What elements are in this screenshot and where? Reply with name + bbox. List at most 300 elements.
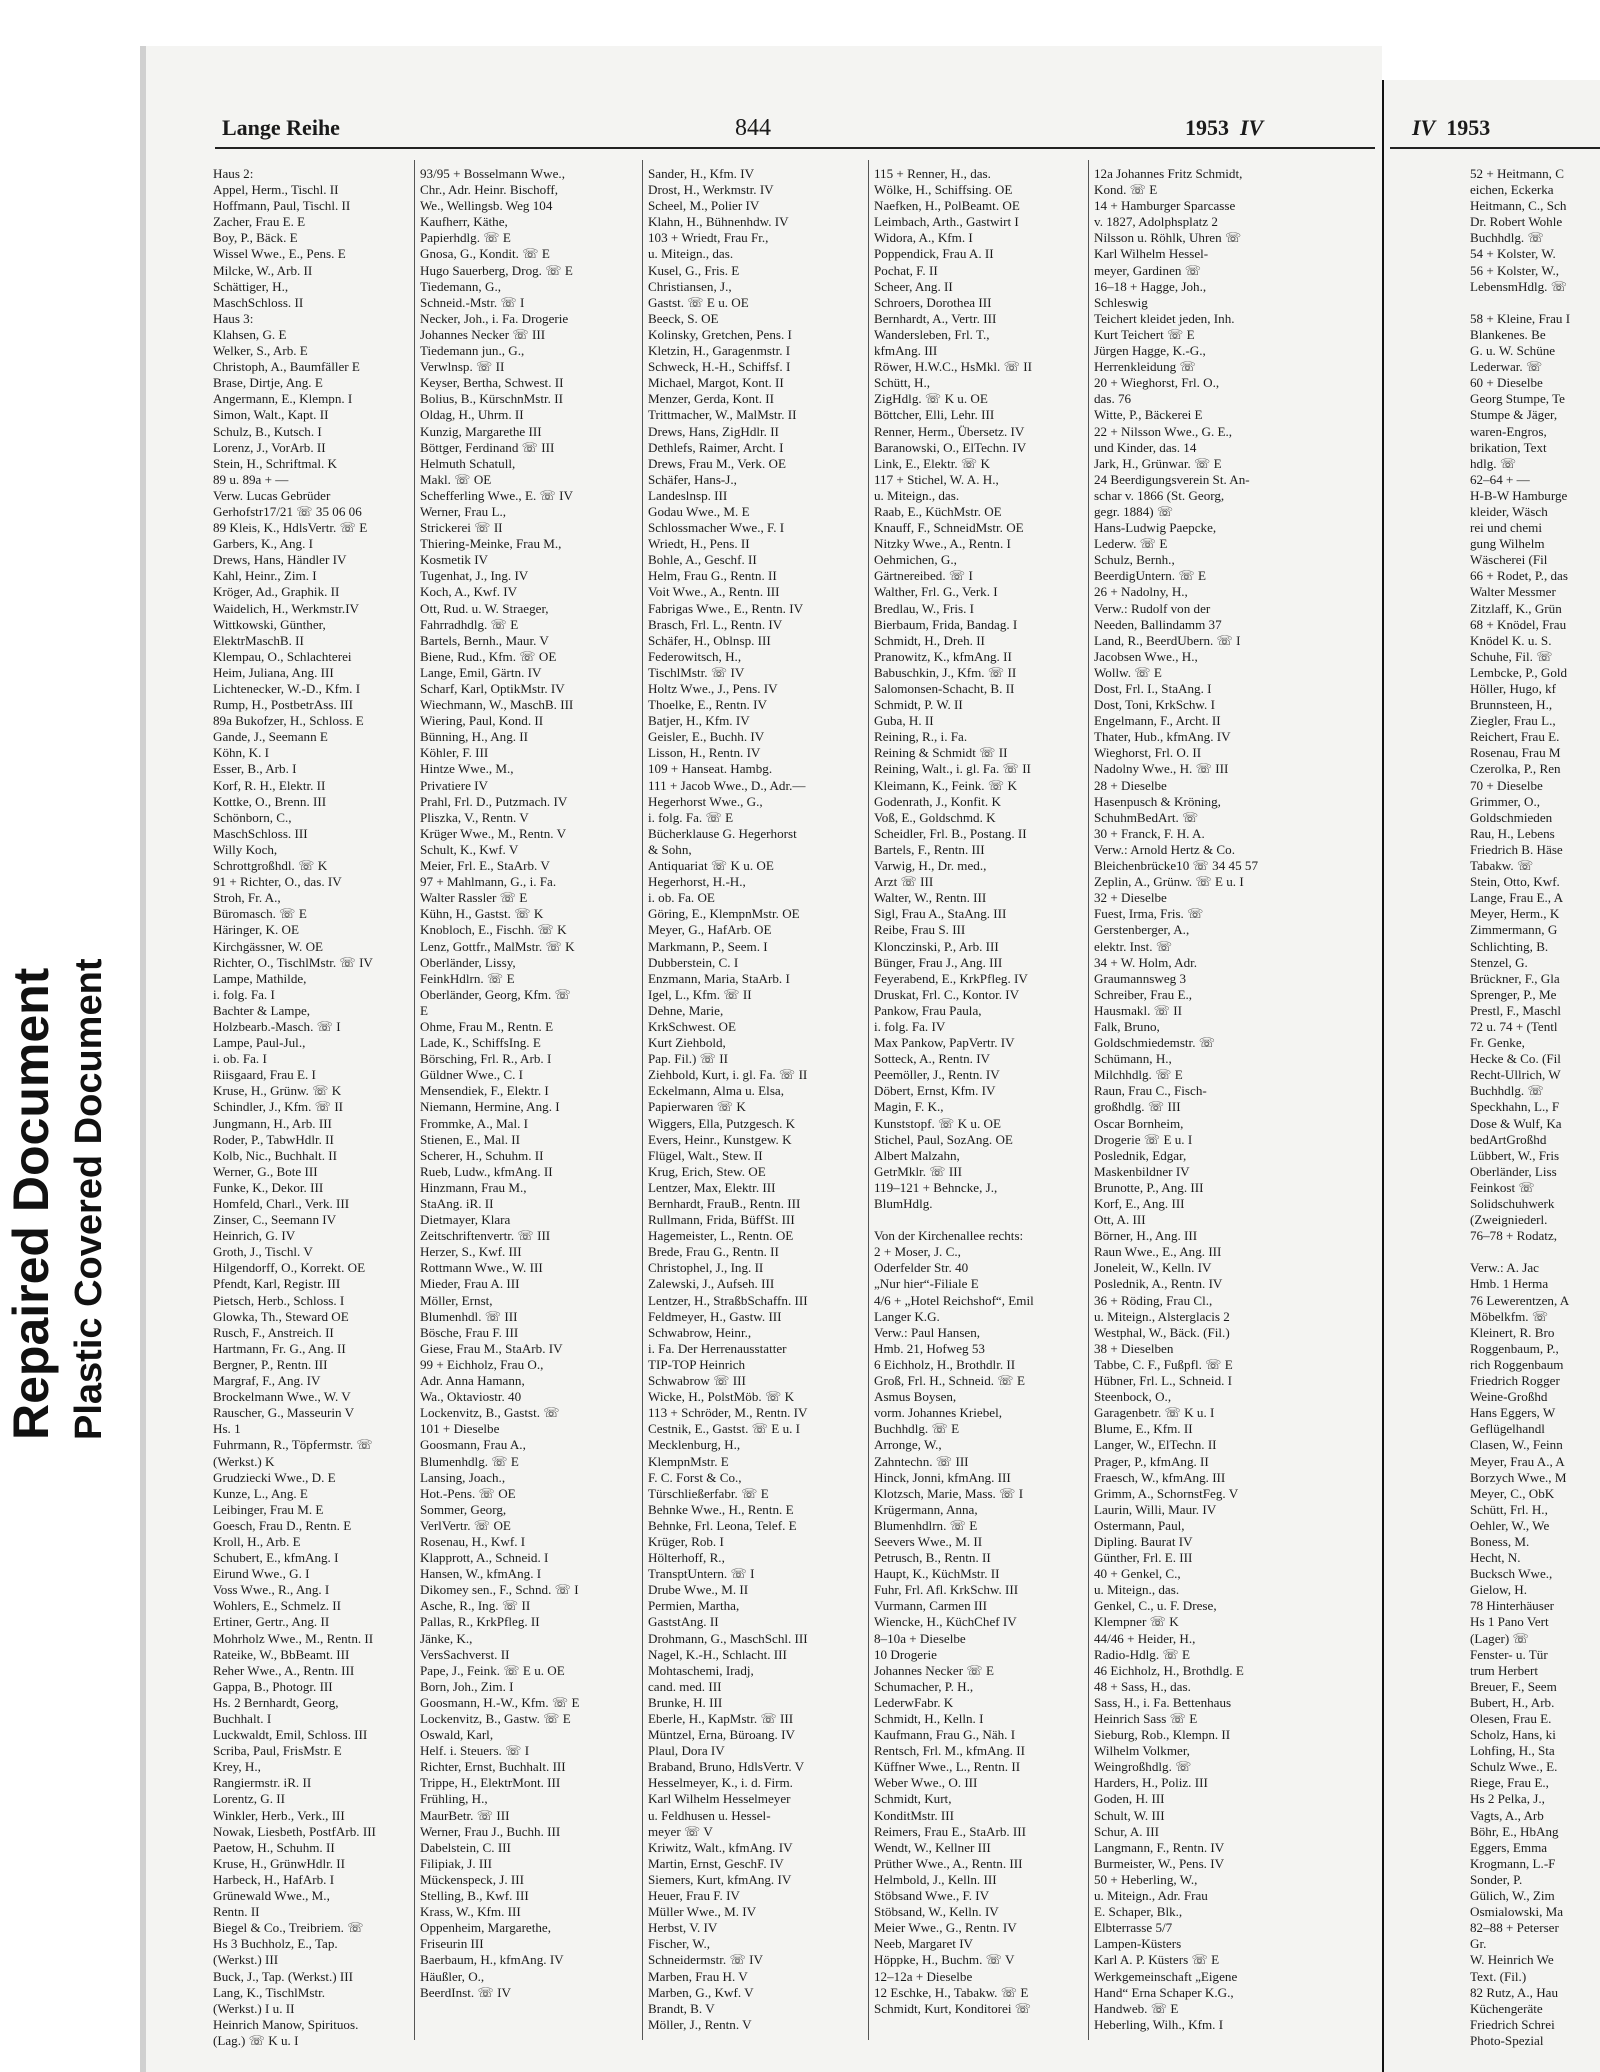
directory-entry: Wohlers, E., Schmelz. II	[213, 1598, 342, 1614]
directory-entry: Osmialowski, Ma	[1470, 1904, 1564, 1920]
directory-entry: LebensmHdlg. ☏	[1470, 278, 1568, 294]
directory-entry: Drogerie ☏ E u. I	[1094, 1131, 1193, 1147]
directory-entry: Igel, L., Kfm. ☏ II	[648, 986, 752, 1002]
directory-entry: 38 + Dieselben	[1094, 1340, 1174, 1356]
directory-entry: Schweck, H.-H., Schiffsf. I	[648, 359, 791, 375]
directory-entry: Garbers, K., Ang. I	[213, 536, 313, 552]
directory-entry: Clasen, W., Feinn	[1470, 1437, 1563, 1453]
directory-entry: Grudziecki Wwe., D. E	[213, 1469, 336, 1485]
directory-entry: Nilsson u. Röhlk, Uhren ☏	[1094, 230, 1242, 246]
directory-entry: Christiansen, J.,	[648, 278, 732, 294]
directory-entry: Needen, Ballindamm 37	[1094, 616, 1222, 632]
directory-entry: Heinrich, G. IV	[213, 1228, 296, 1244]
directory-entry: Kosmetik IV	[420, 552, 489, 568]
directory-entry: Helf. i. Steuers. ☏ I	[420, 1743, 530, 1759]
directory-entry: (Werkst.) I u. II	[213, 2000, 295, 2016]
directory-entry: Strickerei ☏ II	[420, 520, 503, 536]
directory-entry: Stienen, E., Mal. II	[420, 1131, 520, 1147]
directory-entry: Thiering-Meinke, Frau M.,	[420, 536, 562, 552]
directory-entry: MaurBetr. ☏ III	[420, 1807, 510, 1823]
directory-entry: Mecklenburg, H.,	[648, 1437, 741, 1453]
directory-entry: Adr. Anna Hamann,	[420, 1373, 525, 1389]
directory-entry: 58 + Kleine, Frau I	[1470, 310, 1571, 326]
directory-entry: Hesselmeyer, K., i. d. Firm.	[648, 1775, 793, 1791]
directory-entry: Wiencke, H., KüchChef IV	[874, 1614, 1017, 1630]
directory-entry: Korf, E., Ang. III	[1094, 1196, 1185, 1211]
directory-entry: Mensendiek, F., Elektr. I	[420, 1083, 549, 1099]
directory-entry: Scharf, Karl, OptikMstr. IV	[420, 681, 565, 696]
directory-entry: Fuhrmann, R., Töpfermstr. ☏	[213, 1437, 373, 1453]
directory-entry: Rottmann Wwe., W. III	[420, 1260, 543, 1276]
directory-entry: Kond. ☏ E	[1094, 182, 1158, 198]
directory-entry: Dethlefs, Raimer, Archt. I	[648, 439, 784, 455]
directory-entry: Christoph, A., Baumfäller E	[213, 359, 360, 375]
directory-entry: Hegerhorst, H.-H.,	[648, 874, 746, 890]
directory-entry: 50 + Heberling, W.,	[1094, 1871, 1198, 1887]
directory-entry: Schult, W. III	[1094, 1807, 1165, 1823]
directory-entry: Drews, Hans, Händler IV	[213, 552, 347, 568]
directory-entry: Brandt, B. V	[648, 2000, 715, 2016]
directory-entry: Schütt, H.,	[874, 375, 931, 391]
directory-entry: Koch, A., Kwf. IV	[420, 584, 518, 600]
directory-entry: Blumenhdlrn. ☏ E	[874, 1517, 978, 1533]
directory-entry: 111 + Jacob Wwe., D., Adr.—	[648, 777, 806, 793]
directory-entry: Margraf, F., Ang. IV	[213, 1373, 321, 1389]
directory-entry: gegr. 1884) ☏	[1094, 503, 1174, 519]
directory-entry: Lenz, Gottfr., MalMstr. ☏ K	[420, 938, 575, 954]
directory-entry: 76 Lewerentzen, A	[1470, 1292, 1570, 1308]
directory-entry: Kleinert, R. Bro	[1470, 1324, 1555, 1340]
directory-entry: Wissel Wwe., E., Pens. E	[213, 246, 346, 262]
directory-entry: Hot.-Pens. ☏ OE	[420, 1485, 516, 1501]
directory-entry: u. Miteign., das.	[1094, 1582, 1180, 1598]
directory-entry: Bernhardt, A., Vertr. III	[874, 310, 997, 326]
directory-entry: 103 + Wriedt, Frau Fr.,	[648, 230, 769, 246]
directory-entry: Heitmann, C., Sch	[1470, 198, 1567, 214]
directory-entry: Weingroßhdlg. ☏	[1094, 1759, 1192, 1775]
directory-entry: Hinzmann, Frau M.,	[420, 1179, 527, 1195]
directory-entry: Hs. 2 Bernhardt, Georg,	[213, 1694, 339, 1710]
directory-entry: Schmidt, P. W. II	[874, 697, 963, 713]
directory-entry: Schneidermstr. ☏ IV	[648, 1952, 763, 1968]
directory-entry: Klapprott, A., Schneid. I	[420, 1550, 549, 1566]
directory-entry: 26 + Nadolny, H.,	[1094, 584, 1188, 600]
directory-entry: Wieghorst, Frl. O. II	[1094, 745, 1202, 761]
directory-entry: Hs 1 Pano Vert	[1470, 1614, 1549, 1630]
directory-entry: Reichert, Frau E.	[1470, 729, 1560, 745]
directory-entry: Fraesch, W., kfmAng. III	[1094, 1469, 1226, 1485]
directory-entry: 28 + Dieselbe	[1094, 777, 1167, 793]
directory-entry: Lampen-Küsters	[1094, 1936, 1182, 1952]
directory-entry: 32 + Dieselbe	[1094, 890, 1167, 906]
directory-entry: Haus 2:	[213, 166, 254, 181]
directory-entry: Schlichting, B.	[1470, 938, 1549, 954]
directory-entry: Scherer, H., Schuhm. II	[420, 1147, 544, 1163]
directory-entry: Eggers, Emma	[1470, 1839, 1548, 1855]
directory-entry: Rueb, Ludw., kfmAng. II	[420, 1163, 553, 1179]
directory-entry: Reibe, Frau S. III	[874, 922, 966, 938]
directory-entry: Werner, Frau L.,	[420, 503, 507, 519]
directory-entry: Dubberstein, C. I	[648, 954, 739, 970]
directory-entry: Helmuth Schatull,	[420, 455, 516, 471]
directory-entry: Roggenbaum, P.,	[1470, 1340, 1559, 1356]
directory-entry: 70 + Dieselbe	[1470, 777, 1543, 793]
directory-entry: Lederwar. ☏	[1470, 359, 1543, 375]
directory-entry: Hegerhorst Wwe., G.,	[648, 793, 763, 809]
directory-entry: Schleswig	[1094, 294, 1148, 310]
directory-entry: Nagel, K.-H., Schlacht. III	[648, 1646, 787, 1662]
directory-entry: Werner, Frau J., Buchh. III	[420, 1823, 561, 1839]
directory-entry: Brede, Frau G., Rentn. II	[648, 1244, 779, 1260]
directory-entry: (Lager) ☏	[1470, 1630, 1529, 1646]
directory-entry: Goosmann, Frau A.,	[420, 1437, 526, 1453]
directory-entry: Güldner Wwe., C. I	[420, 1067, 524, 1083]
directory-entry: Landeslnsp. III	[648, 487, 728, 503]
directory-entry: 115 + Renner, H., das.	[874, 166, 991, 181]
directory-entry: Oderfelder Str. 40	[874, 1260, 969, 1276]
directory-entry: Paetow, H., Schuhm. II	[213, 1839, 335, 1855]
directory-entry: Buchhalt. I	[213, 1711, 272, 1726]
directory-entry: F. C. Forst & Co.,	[648, 1469, 742, 1485]
directory-entry: elektr. Inst. ☏	[1094, 938, 1173, 954]
directory-entry: Waidelich, H., Werkmstr.IV	[213, 600, 360, 616]
directory-entry: Hs. 1	[213, 1421, 241, 1437]
directory-entry: Gielow, H.	[1470, 1582, 1527, 1598]
directory-entry: MaschSchloss. II	[213, 294, 304, 310]
directory-entry: Godenrath, J., Konfit. K	[874, 793, 1001, 809]
directory-entry: i. ob. Fa. I	[213, 1051, 267, 1067]
directory-entry: Wollw. ☏ E	[1094, 664, 1162, 680]
directory-entry: Klahsen, G. E	[213, 326, 287, 342]
directory-entry: Krey, H.,	[213, 1759, 261, 1775]
directory-entry: Hans Eggers, W	[1470, 1405, 1556, 1421]
directory-entry: Harbeck, H., HafArb. I	[213, 1871, 335, 1887]
directory-entry: Brasch, Frl. L., Rentn. IV	[648, 616, 783, 632]
directory-entry: Jark, H., Grünwar. ☏ E	[1094, 455, 1222, 471]
directory-entry: Glowka, Th., Steward OE	[213, 1308, 349, 1324]
directory-entry: Hans-Ludwig Paepcke,	[1094, 520, 1217, 536]
directory-entry: Raun, Frau C., Fisch-	[1094, 1083, 1207, 1099]
directory-entry: Müller Wwe., M. IV	[648, 1904, 757, 1920]
directory-entry: Korf, R. H., Elektr. II	[213, 777, 326, 793]
directory-entry: KonditMstr. III	[874, 1807, 955, 1823]
directory-entry: VersSachverst. II	[420, 1646, 510, 1662]
directory-entry: Vurmann, Carmen III	[874, 1598, 988, 1614]
directory-entry: Markmann, P., Seem. I	[648, 938, 768, 954]
directory-entry: Gerstenberger, A.,	[1094, 922, 1190, 938]
directory-entry: Hecke & Co. (Fil	[1470, 1051, 1561, 1067]
directory-entry: Prahl, Frl. D., Putzmach. IV	[420, 793, 568, 809]
directory-entry: Möbelkfm. ☏	[1470, 1308, 1549, 1324]
directory-entry: Hartmann, Fr. G., Ang. II	[213, 1340, 346, 1356]
directory-entry: Appel, Herm., Tischl. II	[213, 182, 339, 198]
directory-entry: Reining, R., i. Fa.	[874, 729, 968, 745]
directory-entry: Döbert, Ernst, Kfm. IV	[874, 1083, 996, 1099]
directory-entry: Mückenspeck, J. III	[420, 1871, 524, 1887]
directory-entry: StaAng. iR. II	[420, 1196, 494, 1211]
directory-entry: Antiquariat ☏ K u. OE	[648, 858, 774, 874]
directory-entry: Hand“ Erna Schaper K.G.,	[1094, 1984, 1234, 2000]
directory-entry: 97 + Mahlmann, G., i. Fa.	[420, 874, 557, 890]
directory-entry: „Nur hier“-Filiale E	[874, 1276, 979, 1292]
directory-entry: 8–10a + Dieselbe	[874, 1630, 966, 1646]
directory-entry: 12–12a + Dieselbe	[874, 1968, 973, 1984]
directory-entry: gung Wilhelm	[1470, 536, 1545, 552]
listing-column-5	[1094, 166, 1300, 2033]
directory-entry: Bernhardt, FrauB., Rentn. III	[648, 1196, 801, 1211]
directory-entry: Zeplin, A., Grünw. ☏ E u. I	[1094, 874, 1244, 890]
directory-entry: 82–88 + Peterser	[1470, 1920, 1559, 1936]
directory-entry: Kunze, L., Ang. E	[213, 1485, 308, 1501]
directory-entry: Rosenau, Frau M	[1470, 745, 1561, 761]
directory-entry: Mieder, Frau A. III	[420, 1276, 520, 1292]
directory-entry: Drews, Hans, ZigHdlr. II	[648, 423, 779, 439]
directory-entry: Feyerabend, E., KrkPfleg. IV	[874, 970, 1028, 986]
directory-entry: Schmidt, Kurt, Konditorei ☏	[874, 2000, 1032, 2016]
directory-entry: Lohfing, H., Sta	[1470, 1743, 1555, 1759]
directory-entry: Haus 3:	[213, 310, 254, 326]
directory-entry: Schulz, Bernh.,	[1094, 552, 1175, 568]
directory-entry: Goosmann, H.-W., Kfm. ☏ E	[420, 1694, 580, 1710]
directory-entry: VerlVertr. ☏ OE	[420, 1517, 511, 1533]
directory-entry: Wäscherei (Fil	[1470, 552, 1548, 568]
directory-entry: Niemann, Hermine, Ang. I	[420, 1099, 560, 1115]
directory-entry: Karl Wilhelm Hesselmeyer	[648, 1791, 791, 1807]
directory-entry: Dost, Toni, KrkSchw. I	[1094, 697, 1215, 713]
directory-entry: Lisson, H., Rentn. IV	[648, 745, 761, 761]
directory-entry: Zeitschriftenvertr. ☏ III	[420, 1228, 551, 1244]
directory-entry: kleider, Wäsch	[1470, 503, 1548, 519]
directory-entry: Brunnsteen, H.,	[1470, 697, 1553, 713]
directory-entry: Dr. Robert Wohle	[1470, 214, 1563, 230]
directory-entry: Brockelmann Wwe., W. V	[213, 1389, 351, 1405]
directory-entry: ZigHdlg. ☏ K u. OE	[874, 391, 988, 407]
district: IV	[1240, 115, 1264, 140]
directory-entry: Beeck, S. OE	[648, 310, 719, 326]
directory-entry: Jürgen Hagge, K.-G.,	[1094, 343, 1206, 359]
directory-entry: Böttger, Ferdinand ☏ III	[420, 439, 555, 455]
listing-column-2	[420, 166, 638, 2001]
directory-entry: Rateike, W., BbBeamt. III	[213, 1646, 350, 1662]
directory-entry: Tabbe, C. F., Fußpfl. ☏ E	[1094, 1356, 1233, 1372]
directory-entry: Gerhofstr17/21 ☏ 35 06 06	[213, 503, 362, 519]
directory-entry: Schulz, B., Kutsch. I	[213, 423, 322, 439]
directory-entry: Reher Wwe., A., Rentn. III	[213, 1662, 355, 1678]
year-district	[1185, 115, 1263, 141]
directory-entry: Dikomey sen., F., Schnd. ☏ I	[420, 1582, 579, 1598]
directory-entry: Röwer, H.W.C., HsMkl. ☏ II	[874, 359, 1032, 375]
directory-entry: Kruse, H., GrünwHdlr. II	[213, 1855, 346, 1871]
directory-entry: Schubert, E., kfmAng. I	[213, 1550, 339, 1566]
directory-entry: Buchhdlg. ☏	[1470, 1083, 1544, 1099]
directory-entry: Krug, Erich, Stew. OE	[648, 1163, 766, 1179]
sidebar-margin	[0, 0, 140, 2072]
directory-entry: Wriedt, H., Pens. II	[648, 536, 750, 552]
directory-entry: Federowitsch, H.,	[648, 648, 742, 664]
directory-entry: 99 + Eichholz, Frau O.,	[420, 1356, 544, 1372]
directory-entry: Hagemeister, L., Rentn. OE	[648, 1228, 794, 1244]
directory-entry: Friedrich Rogger	[1470, 1373, 1560, 1389]
directory-entry: Scholz, Hans, ki	[1470, 1727, 1556, 1743]
directory-entry: Rusch, F., Anstreich. II	[213, 1324, 334, 1340]
directory-entry: waren-Engros,	[1470, 423, 1547, 439]
directory-entry: Bleichenbrücke10 ☏ 34 45 57	[1094, 858, 1259, 874]
directory-entry: Poslednik, Edgar,	[1094, 1147, 1187, 1163]
directory-entry: Herbst, V. IV	[648, 1920, 718, 1936]
directory-entry: Knauff, F., SchneidMstr. OE	[874, 520, 1024, 536]
directory-entry: Helmbold, J., Kelln. III	[874, 1871, 997, 1887]
directory-entry: das. 76	[1094, 391, 1132, 407]
directory-entry: Thater, Hub., kfmAng. IV	[1094, 729, 1231, 745]
column-rule	[642, 160, 643, 2040]
directory-entry: Kurt Ziehbold,	[648, 1035, 726, 1051]
directory-entry: Voss Wwe., R., Ang. I	[213, 1582, 330, 1598]
directory-entry: rich Roggenbaum	[1470, 1356, 1564, 1372]
directory-entry: Kleimann, K., Feink. ☏ K	[874, 777, 1017, 793]
directory-entry: Druskat, Frl. C., Kontor. IV	[874, 986, 1020, 1002]
directory-entry: Knödel K. u. S.	[1470, 632, 1552, 648]
directory-entry: Stelling, B., Kwf. III	[420, 1888, 529, 1904]
directory-entry: Sigl, Frau A., StaAng. III	[874, 906, 1007, 922]
directory-entry: Krügermann, Anna,	[874, 1501, 978, 1517]
directory-entry: Laurin, Willi, Maur. IV	[1094, 1501, 1217, 1517]
directory-entry: Krass, W., Kfm. III	[420, 1904, 521, 1920]
directory-entry: Dabelstein, C. III	[420, 1839, 511, 1855]
directory-entry: Schrottgroßhdl. ☏ K	[213, 858, 328, 874]
directory-entry: Permien, Martha,	[648, 1598, 740, 1614]
directory-entry: Krüger, Rob. I	[648, 1533, 724, 1549]
directory-entry	[1470, 1244, 1600, 1260]
directory-entry: rei und chemi	[1470, 520, 1542, 536]
directory-entry: Schult, K., Kwf. V	[420, 841, 519, 857]
directory-entry: G. u. W. Schüne	[1470, 343, 1556, 359]
directory-entry: Dost, Frl. I., StaAng. I	[1094, 681, 1212, 696]
directory-entry: Dietmayer, Klara	[420, 1212, 511, 1228]
directory-entry: Stumpe & Jäger,	[1470, 407, 1558, 423]
directory-entry: Bücherklause G. Hegerhorst	[648, 825, 797, 841]
directory-entry: Lederw. ☏ E	[1094, 536, 1168, 552]
directory-entry: Möller, J., Rentn. V	[648, 2016, 752, 2032]
directory-entry: Scheel, M., Polier IV	[648, 198, 760, 214]
directory-entry: Brückner, F., Gla	[1470, 970, 1560, 986]
directory-entry: 6 Eichholz, H., Brothdlr. II	[874, 1356, 1016, 1372]
directory-entry: Kriwitz, Walt., kfmAng. IV	[648, 1839, 793, 1855]
directory-entry: Schulz Wwe., E.	[1470, 1759, 1558, 1775]
directory-entry: Rentn. II	[213, 1904, 260, 1920]
directory-entry: Lockenvitz, B., Gastst. ☏	[420, 1405, 560, 1421]
directory-entry: Gärtnereibed. ☏ I	[874, 568, 973, 584]
directory-entry: Feldmeyer, H., Gastw. III	[648, 1308, 782, 1324]
directory-entry: 78 Hinterhäuser	[1470, 1598, 1554, 1614]
directory-entry: & Sohn,	[648, 841, 692, 857]
directory-entry: Albert Malzahn,	[874, 1147, 960, 1163]
directory-entry: Ziegler, Frau L.,	[1470, 713, 1556, 729]
directory-entry: W. Heinrich We	[1470, 1952, 1554, 1968]
directory-entry: Biegel & Co., Treibriem. ☏	[213, 1920, 364, 1936]
directory-entry: Verw.: Paul Hansen,	[874, 1324, 981, 1340]
directory-entry: (Werkst.) III	[213, 1952, 279, 1968]
directory-entry: Schmidt, H., Dreh. II	[874, 632, 985, 648]
directory-entry: Voß, E., Goldschmd. K	[874, 809, 996, 825]
directory-entry: Fischer, W.,	[648, 1936, 711, 1952]
directory-entry: schar v. 1866 (St. Georg,	[1094, 487, 1225, 503]
directory-entry: Prestl, F., Maschl	[1470, 1002, 1561, 1018]
directory-entry: 52 + Heitmann, C	[1470, 166, 1564, 181]
directory-entry: Buchhdlg. ☏ E	[874, 1421, 960, 1437]
directory-entry: Gnosa, G., Kondit. ☏ E	[420, 246, 550, 262]
directory-entry: meyer, Gardinen ☏	[1094, 262, 1202, 278]
directory-entry: Tiedemann jun., G.,	[420, 343, 525, 359]
directory-entry: Thoelke, E., Rentn. IV	[648, 697, 767, 713]
directory-entry: Widora, A., Kfm. I	[874, 230, 973, 246]
directory-entry: Siemers, Kurt, kfmAng. IV	[648, 1871, 792, 1887]
directory-entry: Wa., Oktaviostr. 40	[420, 1389, 522, 1405]
directory-entry: Hintze Wwe., M.,	[420, 761, 514, 777]
directory-entry: Elbterrasse 5/7	[1094, 1920, 1173, 1936]
directory-entry: Hölterhoff, R.,	[648, 1550, 725, 1566]
directory-entry: Kaufmann, Frau G., Näh. I	[874, 1727, 1016, 1743]
directory-entry: Schefferling Wwe., E. ☏ IV	[420, 487, 573, 503]
directory-entry: Stöbsand Wwe., F. IV	[874, 1888, 990, 1904]
directory-entry: KlempnMstr. E	[648, 1453, 729, 1469]
directory-entry: Grünewald Wwe., M.,	[213, 1888, 330, 1904]
directory-entry: Groß, Frl. H., Schneid. ☏ E	[874, 1373, 1025, 1389]
directory-entry: Köhler, F. III	[420, 745, 489, 761]
directory-entry: Böttcher, Elli, Lehr. III	[874, 407, 995, 423]
directory-entry: Arronge, W.,	[874, 1437, 942, 1453]
directory-entry: Magin, F. K.,	[874, 1099, 944, 1115]
directory-entry: Blumenhdlg. ☏ E	[420, 1453, 519, 1469]
directory-entry: Reimers, Frau E., StaArb. III	[874, 1823, 1026, 1839]
directory-entry: Babuschkin, J., Kfm. ☏ II	[874, 664, 1017, 680]
directory-entry: GetrMklr. ☏ III	[874, 1163, 963, 1179]
directory-entry: Verw. Lucas Gebrüder	[213, 487, 331, 503]
directory-entry: Langer K.G.	[874, 1308, 940, 1324]
directory-entry: Batjer, H., Kfm. IV	[648, 713, 750, 729]
directory-entry: Hausmakl. ☏ II	[1094, 1002, 1183, 1018]
directory-entry: Blume, E., Kfm. II	[1094, 1421, 1193, 1437]
directory-entry: Heim, Juliana, Ang. III	[213, 664, 334, 680]
directory-entry: Dehne, Marie,	[648, 1002, 724, 1018]
directory-entry: u. Feldhusen u. Hessel-	[648, 1807, 771, 1823]
directory-entry: Nitzky Wwe., A., Rentn. I	[874, 536, 1011, 552]
directory-entry: Leimbach, Arth., Gastwirt I	[874, 214, 1019, 230]
directory-entry: Verw.: Rudolf von der	[1094, 600, 1211, 616]
directory-entry: Johannes Necker ☏ E	[874, 1662, 994, 1678]
directory-entry: Blankenes. Be	[1470, 326, 1546, 342]
directory-entry: Jacobsen Wwe., H.,	[1094, 648, 1198, 664]
directory-entry: Kurt Teichert ☏ E	[1094, 326, 1195, 342]
directory-entry: Leibinger, Frau M. E	[213, 1501, 324, 1517]
directory-entry: Vagts, A., Arb	[1470, 1807, 1544, 1823]
directory-entry: Schreiber, Frau E.,	[1094, 986, 1193, 1002]
directory-entry: Bünger, Frau J., Ang. III	[874, 954, 1003, 970]
directory-entry: TischlMstr. ☏ IV	[648, 664, 745, 680]
directory-entry: Sommer, Georg,	[420, 1501, 507, 1517]
directory-entry: Höller, Hugo, kf	[1470, 681, 1557, 696]
directory-entry: Heinrich Manow, Spirituos.	[213, 2016, 359, 2032]
directory-entry: Kunzig, Margarethe III	[420, 423, 542, 439]
directory-entry: Jänke, K.,	[420, 1630, 473, 1646]
directory-entry: Papierwaren ☏ K	[648, 1099, 746, 1115]
directory-entry: Prager, P., kfmAng. II	[1094, 1453, 1209, 1469]
directory-entry: Asmus Boysen,	[874, 1389, 957, 1405]
directory-entry: 72 u. 74 + (Tentl	[1470, 1018, 1558, 1034]
directory-entry: 48 + Sass, H., das.	[1094, 1678, 1191, 1694]
directory-entry: Link, E., Elektr. ☏ K	[874, 455, 991, 471]
directory-entry: Klotzsch, Marie, Mass. ☏ I	[874, 1485, 1024, 1501]
directory-entry: Hilgendorff, O., Korrekt. OE	[213, 1260, 366, 1276]
